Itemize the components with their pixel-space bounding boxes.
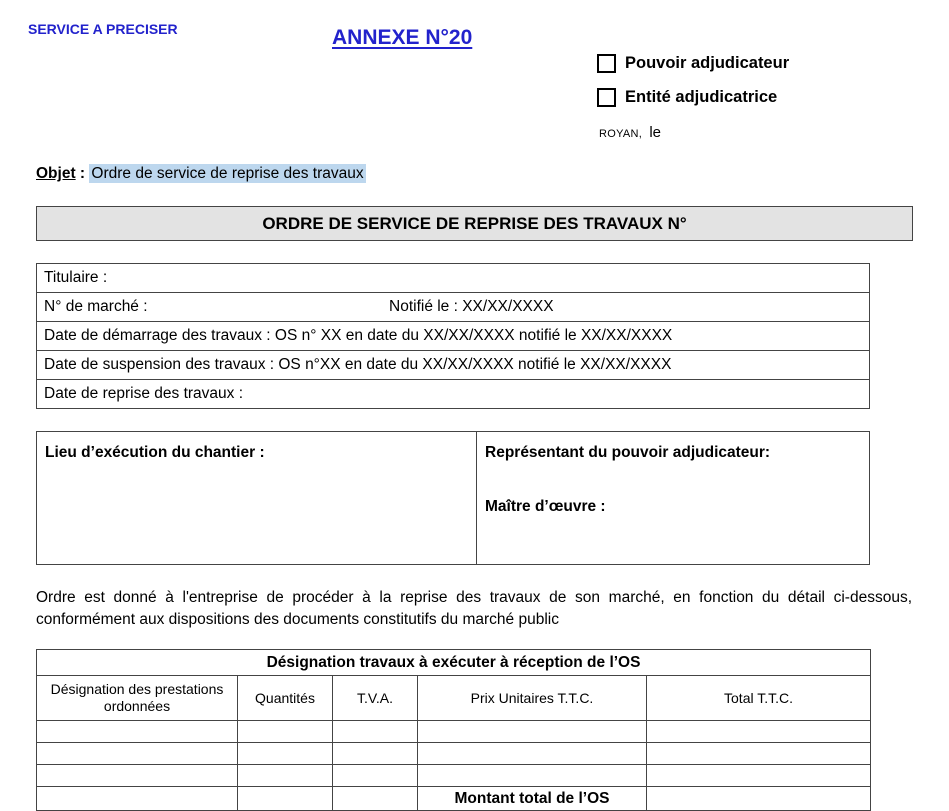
place-date-suffix: le <box>649 124 662 141</box>
row-marche <box>37 293 870 322</box>
empty-cell <box>37 721 238 743</box>
row-titulaire <box>37 264 870 293</box>
order-title-text: ORDRE DE SERVICE DE REPRISE DES TRAVAUX N° <box>262 213 687 233</box>
representant-cell <box>477 432 870 565</box>
lieu-execution-cell <box>37 432 477 565</box>
objet-label: Objet <box>36 165 76 182</box>
empty-row-2 <box>37 743 871 765</box>
order-title-box <box>36 206 913 241</box>
objet-separator: : <box>75 165 90 182</box>
empty-cell <box>418 743 647 765</box>
maitre-oeuvre-label: Maître d’œuvre : <box>485 498 606 515</box>
location-table <box>36 431 870 565</box>
empty-cell <box>647 765 871 787</box>
notifie-label: Notifié le : XX/XX/XXXX <box>389 298 554 315</box>
header-total: Total T.T.C. <box>647 676 871 721</box>
row-reprise <box>37 380 870 409</box>
place-city: ROYAN, <box>599 128 643 140</box>
row-demarrage <box>37 322 870 351</box>
checkbox-group <box>597 54 789 122</box>
row-suspension <box>37 351 870 380</box>
montant-total-value-cell <box>647 787 871 811</box>
empty-cell <box>238 787 333 811</box>
cell-reprise: Date de reprise des travaux : <box>37 380 870 409</box>
empty-cell <box>333 743 418 765</box>
header-tva: T.V.A. <box>333 676 418 721</box>
empty-cell <box>418 765 647 787</box>
empty-cell <box>418 721 647 743</box>
empty-row-1 <box>37 721 871 743</box>
designation-table <box>36 649 871 811</box>
page-title: ANNEXE N°20 <box>332 26 473 49</box>
empty-cell <box>37 743 238 765</box>
montant-total-label: Montant total de l’OS <box>418 787 647 811</box>
location-row <box>37 432 870 565</box>
order-paragraph: Ordre est donné à l'entreprise de procéder à la reprise des travaux de son marché, en fonction du détail ci-dessous, conformément aux dispositions des documents constitutifs du marché public <box>36 589 912 628</box>
empty-cell <box>37 765 238 787</box>
empty-cell <box>333 721 418 743</box>
empty-cell <box>333 787 418 811</box>
entite-adjudicatrice-label: Entité adjudicatrice <box>625 88 778 106</box>
objet-line <box>36 165 366 183</box>
representant-label: Représentant du pouvoir adjudicateur: <box>485 444 771 461</box>
empty-cell <box>647 743 871 765</box>
checkbox-row-entite <box>597 88 789 107</box>
empty-cell <box>238 721 333 743</box>
service-label: SERVICE A PRECISER <box>28 21 178 37</box>
total-row <box>37 787 871 811</box>
header-quantites: Quantités <box>238 676 333 721</box>
pouvoir-adjudicateur-label: Pouvoir adjudicateur <box>625 54 790 72</box>
marche-label: N° de marché : <box>44 298 148 315</box>
header-prix-unitaires: Prix Unitaires T.T.C. <box>418 676 647 721</box>
empty-cell <box>238 765 333 787</box>
lieu-execution-label: Lieu d’exécution du chantier : <box>45 444 265 461</box>
details-table <box>36 263 870 409</box>
cell-suspension: Date de suspension des travaux : OS n°XX en date du XX/XX/XXXX notifié le XX/XX/XXXX <box>37 351 870 380</box>
empty-cell <box>333 765 418 787</box>
pouvoir-adjudicateur-checkbox[interactable] <box>597 54 616 73</box>
empty-cell <box>238 743 333 765</box>
header-designation: Désignation des prestations ordonnées <box>37 676 238 721</box>
objet-value-highlighted: Ordre de service de reprise des travaux <box>91 165 364 182</box>
designation-title: Désignation travaux à exécuter à réception de l’OS <box>37 650 871 676</box>
designation-title-row <box>37 650 871 676</box>
cell-marche <box>37 293 870 322</box>
place-date-line <box>599 124 661 141</box>
empty-row-3 <box>37 765 871 787</box>
checkbox-row-pouvoir <box>597 54 789 73</box>
designation-header-row <box>37 676 871 721</box>
empty-cell <box>37 787 238 811</box>
cell-titulaire: Titulaire : <box>37 264 870 293</box>
cell-demarrage: Date de démarrage des travaux : OS n° XX en date du XX/XX/XXXX notifié le XX/XX/XXXX <box>37 322 870 351</box>
entite-adjudicatrice-checkbox[interactable] <box>597 88 616 107</box>
empty-cell <box>647 721 871 743</box>
